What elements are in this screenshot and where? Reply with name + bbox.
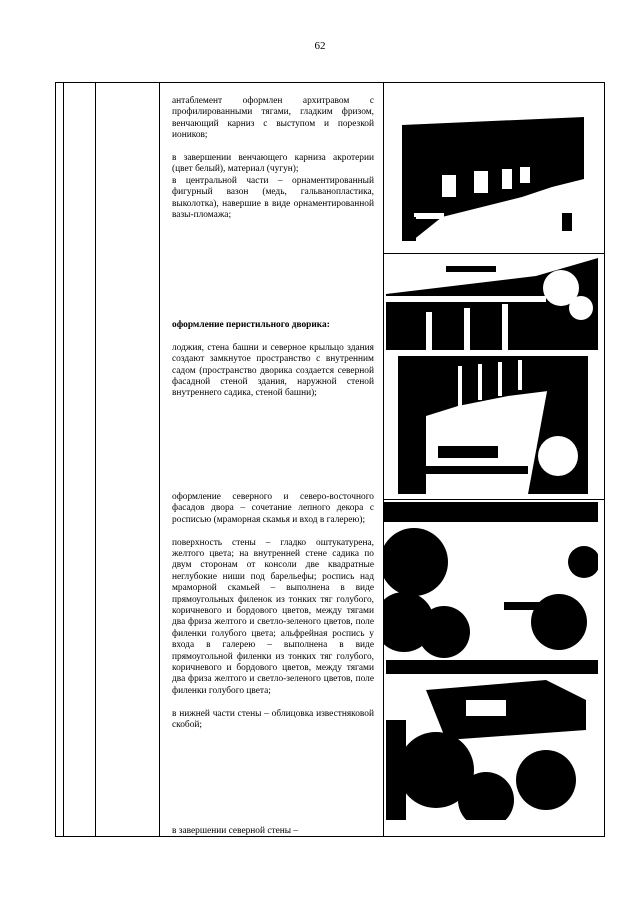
gallery-entrance-photo [386,660,598,820]
text-block: в завершении северной стены – [172,826,299,836]
text-block: поверхность стены – гладко оштукатурена, желтого цвета; на внутренней стене садика по двум сторонам от консоли две квадратные неглубокие ниши под барельефы; роспись над мраморной скамьей – выполнена в виде прямоугольных филенок из тонких тяг голубого, коричневого и бордового цветов, между тягами два фриза желтого и светло-зеленого цветов, поле филенки голубого цвета; альфрейная роспись у входа в галерею – выполнена в виде прямоугольной филенки из тонких тяг голубого, коричневого и бордового цветов, между тягами два фриза желтого и светло-зеленого цветов, поле филенки голубого цвета; [172,537,374,696]
photo-row-divider [383,253,605,254]
text-column [172,492,374,743]
table-column-line [383,83,384,836]
table-column-line [63,83,64,836]
text-block: антаблемент оформлен архитравом с профилированными тягами, гладким фризом, венчающий карниз с выступом и порезкой иоников; [172,96,374,141]
text-column [172,96,374,233]
facade-entablature-photo [402,117,584,241]
text-block: оформление северного и северо-восточного фасадов двора – сочетание лепного декора с росписью (мраморная скамья и вход в галерею); [172,492,374,525]
text-block: лоджия, стена башни и северное крыльцо здания создают замкнутое пространство с внутренним садом (пространство дворика создается северной фасадной стеной здания, наружной стеной внутреннего садика, стеной башни); [172,342,374,399]
text-block: в центральной части – орнаментированный фигурный вазон (медь, гальванопластика, выколотка), навершие в виде орнаментированной вазы-пломажа; [172,175,374,221]
pergola-cornice-photo [386,258,598,350]
peristyle-courtyard-photo [398,356,588,494]
table-border-right [604,83,605,836]
text-column [172,826,374,849]
table-column-line [159,83,160,836]
text-block: в завершении венчающего карниза акротерии (цвет белый), материал (чугун); [172,153,374,175]
text-column [172,320,374,411]
photo-row-divider [383,499,605,500]
text-block: в нижней части стены – облицовка известняковой скобой; [172,708,374,731]
text-block-heading: оформление перистильного дворика: [172,320,330,330]
page-number: 62 [314,40,326,52]
garden-with-bench-photo [384,502,598,658]
table-column-line [95,83,96,836]
table-border-left [55,83,56,836]
